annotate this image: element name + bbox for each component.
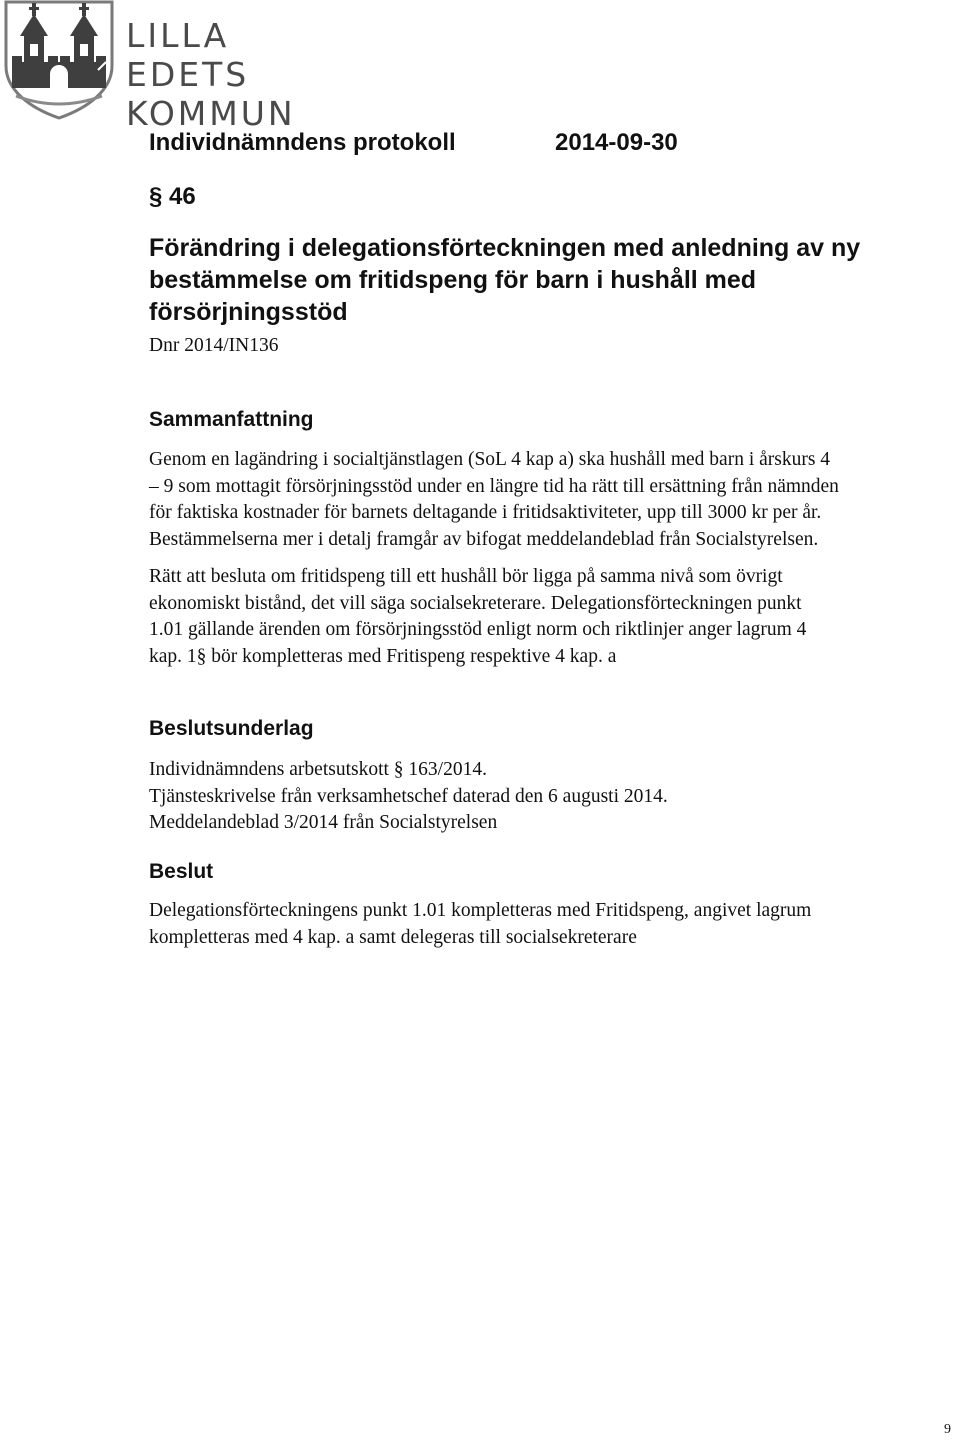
list-item: Tjänsteskrivelse från verksamhetschef daterad den 6 augusti 2014. [149, 785, 668, 807]
municipality-logo [2, 0, 302, 133]
basis-list [149, 757, 949, 837]
text-line: – 9 som mottagit försörjningsstöd under en längre tid ha rätt till ersättning från nämnden [149, 475, 839, 497]
logo-wordmark [126, 16, 302, 133]
lilla-edet-coat-of-arms-icon [2, 0, 117, 120]
decision-text [149, 898, 949, 951]
logo-wordmark-line1: LILLA EDETS [126, 16, 250, 94]
page-number: 9 [944, 1422, 951, 1437]
protocol-date: 2014-09-30 [555, 129, 678, 156]
list-item: Individnämndens arbetsutskott § 163/2014. [149, 759, 487, 780]
summary-heading: Sammanfattning [149, 408, 314, 431]
text-line: ekonomiskt bistånd, det vill säga socialsekreterare. Delegationsförteckningen punkt [149, 592, 802, 614]
decision-heading: Beslut [149, 860, 214, 883]
text-line: kompletteras med 4 kap. a samt delegeras till socialsekreterare [149, 926, 637, 948]
summary-paragraph-2 [149, 564, 949, 670]
text-line: 1.01 gällande ärenden om försörjningsstöd enligt norm och riktlinjer anger lagrum 4 [149, 619, 807, 640]
text-line: Genom en lagändring i socialtjänstlagen (SoL 4 kap a) ska hushåll med barn i årskurs 4 [149, 449, 831, 470]
case-title: Förändring i delegationsförteckningen med anledning av ny bestämmelse om fritidspeng för barn i hushåll med försörjningsstöd [149, 234, 861, 326]
paragraph-number: § 46 [149, 183, 196, 210]
protocol-title: Individnämndens protokoll [149, 129, 456, 156]
text-line: för faktiska kostnader för barnets deltagande i fritidsaktiviteter, upp till 3000 kr per år. [149, 502, 822, 523]
diary-number: Dnr 2014/IN136 [149, 335, 279, 356]
logo-wordmark-line2: KOMMUN [126, 94, 296, 133]
text-line: Delegationsförteckningens punkt 1.01 kompletteras med Fritidspeng, angivet lagrum [149, 900, 812, 921]
text-line: Bestämmelserna mer i detalj framgår av bifogat meddelandeblad från Socialstyrelsen. [149, 528, 819, 550]
text-line: kap. 1§ bör kompletteras med Fritispeng respektive 4 kap. a [149, 645, 617, 667]
text-line: Rätt att besluta om fritidspeng till ett hushåll bör ligga på samma nivå som övrigt [149, 566, 783, 587]
list-item: Meddelandeblad 3/2014 från Socialstyrelsen [149, 812, 498, 833]
summary-paragraph-1 [149, 447, 949, 553]
basis-heading: Beslutsunderlag [149, 717, 314, 740]
